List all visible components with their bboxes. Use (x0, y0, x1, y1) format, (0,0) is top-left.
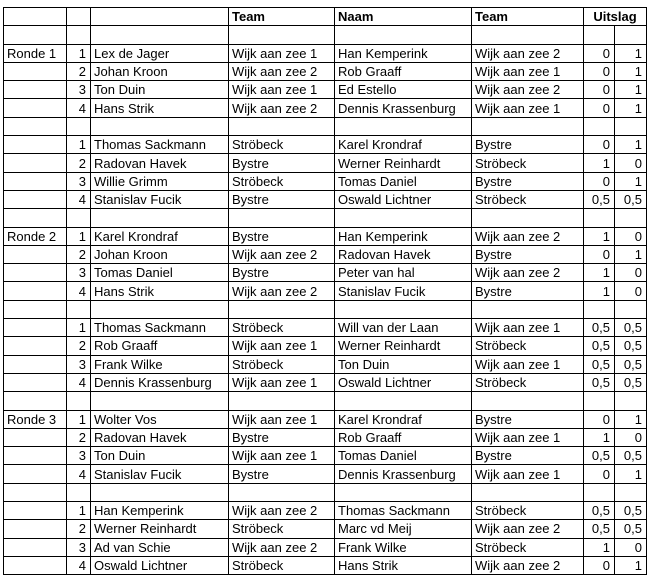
cell-bord: 3 (67, 355, 91, 373)
cell-player-1: Ton Duin (91, 447, 229, 465)
cell-bord: 1 (67, 319, 91, 337)
cell-team-2 (472, 300, 584, 318)
cell-team-2: Ströbeck (472, 538, 584, 556)
cell-ronde (4, 26, 67, 44)
cell-bord: 3 (67, 538, 91, 556)
cell-score-1 (584, 117, 615, 135)
cell-player-2: Karel Krondraf (335, 136, 472, 154)
cell-score-2: 1 (615, 136, 647, 154)
table-body (4, 8, 647, 575)
results-table (3, 7, 647, 575)
cell-team-2: Bystre (472, 410, 584, 428)
cell-ronde (4, 136, 67, 154)
cell-score-1: 0,5 (584, 447, 615, 465)
cell-team-1: Wijk aan zee 2 (229, 99, 335, 117)
header-name-2: Naam (335, 8, 472, 26)
cell-player-1: Rob Graaff (91, 337, 229, 355)
cell-player-2: Stanislav Fucik (335, 282, 472, 300)
table-row (4, 245, 647, 263)
cell-score-1: 0,5 (584, 319, 615, 337)
cell-player-1: Werner Reinhardt (91, 520, 229, 538)
cell-team-2: Wijk aan zee 2 (472, 556, 584, 574)
cell-player-1 (91, 117, 229, 135)
table-row (4, 556, 647, 574)
spacer-row (4, 392, 647, 410)
table-row (4, 410, 647, 428)
cell-score-2: 1 (615, 172, 647, 190)
cell-team-2: Wijk aan zee 1 (472, 465, 584, 483)
cell-player-2: Dennis Krassenburg (335, 99, 472, 117)
cell-bord: 1 (67, 44, 91, 62)
cell-player-2: Peter van hal (335, 264, 472, 282)
cell-score-2: 0 (615, 538, 647, 556)
cell-team-2: Bystre (472, 136, 584, 154)
cell-score-1: 0,5 (584, 337, 615, 355)
cell-ronde (4, 190, 67, 208)
cell-team-2 (472, 26, 584, 44)
cell-player-2: Tomas Daniel (335, 447, 472, 465)
cell-score-1: 1 (584, 428, 615, 446)
cell-team-1: Wijk aan zee 2 (229, 62, 335, 80)
cell-ronde (4, 373, 67, 391)
cell-team-1: Wijk aan zee 1 (229, 337, 335, 355)
cell-bord: 3 (67, 447, 91, 465)
cell-ronde (4, 62, 67, 80)
cell-score-2: 1 (615, 245, 647, 263)
cell-player-2: Dennis Krassenburg (335, 465, 472, 483)
cell-score-1: 0 (584, 44, 615, 62)
table-row (4, 355, 647, 373)
cell-team-2: Bystre (472, 245, 584, 263)
cell-player-2: Hans Strik (335, 556, 472, 574)
cell-ronde (4, 117, 67, 135)
cell-team-2 (472, 117, 584, 135)
table-row (4, 428, 647, 446)
cell-player-2: Karel Krondraf (335, 410, 472, 428)
cell-score-2: 0 (615, 227, 647, 245)
header-bord (67, 8, 91, 26)
cell-score-1 (584, 483, 615, 501)
cell-score-2: 0 (615, 428, 647, 446)
cell-bord: 4 (67, 282, 91, 300)
cell-team-1: Wijk aan zee 1 (229, 373, 335, 391)
cell-score-1: 0,5 (584, 373, 615, 391)
cell-player-1: Stanislav Fucik (91, 190, 229, 208)
cell-team-1: Ströbeck (229, 556, 335, 574)
cell-player-1: Thomas Sackmann (91, 136, 229, 154)
cell-score-1: 0 (584, 81, 615, 99)
table-row (4, 282, 647, 300)
header-name-1 (91, 8, 229, 26)
cell-team-1: Wijk aan zee 2 (229, 538, 335, 556)
cell-bord: 4 (67, 99, 91, 117)
cell-team-1 (229, 117, 335, 135)
cell-ronde (4, 355, 67, 373)
header-team-1: Team (229, 8, 335, 26)
cell-player-1: Wolter Vos (91, 410, 229, 428)
cell-score-2: 1 (615, 44, 647, 62)
cell-team-1: Ströbeck (229, 319, 335, 337)
cell-player-1: Ton Duin (91, 81, 229, 99)
cell-team-1: Wijk aan zee 2 (229, 502, 335, 520)
cell-score-1 (584, 300, 615, 318)
cell-team-1: Wijk aan zee 2 (229, 282, 335, 300)
cell-score-2: 0,5 (615, 373, 647, 391)
cell-bord: 2 (67, 154, 91, 172)
cell-team-1: Wijk aan zee 1 (229, 81, 335, 99)
cell-ronde (4, 538, 67, 556)
table-row (4, 538, 647, 556)
cell-team-2: Ströbeck (472, 337, 584, 355)
cell-player-1: Dennis Krassenburg (91, 373, 229, 391)
cell-player-2: Frank Wilke (335, 538, 472, 556)
cell-bord (67, 483, 91, 501)
cell-ronde (4, 337, 67, 355)
cell-player-1: Ad van Schie (91, 538, 229, 556)
cell-player-1: Oswald Lichtner (91, 556, 229, 574)
cell-score-1: 1 (584, 154, 615, 172)
spacer-row (4, 26, 647, 44)
cell-score-2 (615, 483, 647, 501)
cell-bord (67, 392, 91, 410)
cell-player-2: Rob Graaff (335, 428, 472, 446)
cell-player-1: Johan Kroon (91, 245, 229, 263)
cell-score-2: 0 (615, 282, 647, 300)
table-row (4, 172, 647, 190)
cell-bord: 3 (67, 81, 91, 99)
cell-score-1 (584, 392, 615, 410)
cell-player-2: Han Kemperink (335, 227, 472, 245)
cell-score-2: 0,5 (615, 447, 647, 465)
cell-score-2 (615, 300, 647, 318)
cell-team-2: Ströbeck (472, 190, 584, 208)
cell-bord: 3 (67, 264, 91, 282)
table-row (4, 264, 647, 282)
cell-ronde: Ronde 1 (4, 44, 67, 62)
cell-score-2: 1 (615, 556, 647, 574)
cell-score-2: 0,5 (615, 355, 647, 373)
cell-team-1: Bystre (229, 154, 335, 172)
table-row (4, 447, 647, 465)
spacer-row (4, 300, 647, 318)
spacer-row (4, 117, 647, 135)
cell-ronde (4, 465, 67, 483)
cell-team-1 (229, 300, 335, 318)
cell-player-1: Thomas Sackmann (91, 319, 229, 337)
header-ronde (4, 8, 67, 26)
table-row (4, 44, 647, 62)
cell-team-2: Wijk aan zee 2 (472, 81, 584, 99)
cell-score-2: 0,5 (615, 502, 647, 520)
cell-player-2: Werner Reinhardt (335, 337, 472, 355)
cell-ronde: Ronde 3 (4, 410, 67, 428)
cell-ronde (4, 447, 67, 465)
cell-team-2: Wijk aan zee 2 (472, 44, 584, 62)
cell-team-1: Ströbeck (229, 355, 335, 373)
cell-bord: 2 (67, 428, 91, 446)
cell-score-1: 1 (584, 538, 615, 556)
cell-player-1: Hans Strik (91, 99, 229, 117)
table-row (4, 81, 647, 99)
cell-player-2: Rob Graaff (335, 62, 472, 80)
cell-team-1: Wijk aan zee 2 (229, 245, 335, 263)
cell-ronde (4, 282, 67, 300)
cell-score-2 (615, 26, 647, 44)
table-row (4, 337, 647, 355)
cell-player-2: Oswald Lichtner (335, 190, 472, 208)
cell-team-2: Wijk aan zee 2 (472, 520, 584, 538)
cell-score-1: 1 (584, 282, 615, 300)
table-row (4, 465, 647, 483)
cell-team-2: Wijk aan zee 1 (472, 62, 584, 80)
table-row (4, 502, 647, 520)
cell-player-2: Han Kemperink (335, 44, 472, 62)
cell-ronde (4, 319, 67, 337)
cell-ronde (4, 154, 67, 172)
cell-ronde (4, 520, 67, 538)
cell-score-1: 1 (584, 264, 615, 282)
table-row (4, 62, 647, 80)
cell-player-1: Johan Kroon (91, 62, 229, 80)
cell-player-1: Radovan Havek (91, 428, 229, 446)
cell-bord: 2 (67, 337, 91, 355)
table-row (4, 373, 647, 391)
cell-score-2: 0 (615, 154, 647, 172)
cell-ronde (4, 264, 67, 282)
cell-team-1: Wijk aan zee 1 (229, 447, 335, 465)
cell-score-2: 0,5 (615, 520, 647, 538)
cell-bord (67, 26, 91, 44)
cell-team-2 (472, 209, 584, 227)
cell-bord: 1 (67, 410, 91, 428)
cell-score-2 (615, 392, 647, 410)
header-team-2: Team (472, 8, 584, 26)
cell-player-2 (335, 209, 472, 227)
cell-score-1: 0 (584, 172, 615, 190)
cell-bord (67, 300, 91, 318)
cell-player-1: Lex de Jager (91, 44, 229, 62)
cell-bord: 1 (67, 136, 91, 154)
cell-score-2: 0 (615, 264, 647, 282)
cell-player-2 (335, 26, 472, 44)
cell-player-1 (91, 483, 229, 501)
cell-player-1 (91, 392, 229, 410)
cell-score-1: 0 (584, 136, 615, 154)
cell-player-2 (335, 483, 472, 501)
cell-team-2: Wijk aan zee 1 (472, 99, 584, 117)
cell-team-2: Wijk aan zee 1 (472, 355, 584, 373)
cell-score-1: 0 (584, 556, 615, 574)
cell-player-1: Stanislav Fucik (91, 465, 229, 483)
cell-bord: 4 (67, 373, 91, 391)
cell-bord: 2 (67, 520, 91, 538)
cell-team-2: Ströbeck (472, 502, 584, 520)
cell-score-2: 0,5 (615, 337, 647, 355)
cell-bord: 4 (67, 556, 91, 574)
cell-team-1 (229, 483, 335, 501)
cell-bord (67, 117, 91, 135)
cell-bord (67, 209, 91, 227)
cell-player-1: Frank Wilke (91, 355, 229, 373)
cell-ronde: Ronde 2 (4, 227, 67, 245)
cell-score-2: 0,5 (615, 190, 647, 208)
cell-bord: 1 (67, 227, 91, 245)
cell-team-1 (229, 392, 335, 410)
cell-bord: 4 (67, 465, 91, 483)
cell-ronde (4, 99, 67, 117)
cell-team-2: Bystre (472, 282, 584, 300)
cell-player-1 (91, 300, 229, 318)
cell-player-1: Radovan Havek (91, 154, 229, 172)
header-row (4, 8, 647, 26)
cell-bord: 2 (67, 245, 91, 263)
cell-player-1: Tomas Daniel (91, 264, 229, 282)
cell-score-2: 1 (615, 410, 647, 428)
cell-player-1: Han Kemperink (91, 502, 229, 520)
cell-ronde (4, 172, 67, 190)
cell-score-2 (615, 117, 647, 135)
cell-player-2: Oswald Lichtner (335, 373, 472, 391)
table-row (4, 154, 647, 172)
cell-score-1: 0 (584, 465, 615, 483)
cell-player-1 (91, 209, 229, 227)
cell-team-2: Wijk aan zee 2 (472, 264, 584, 282)
cell-score-1: 0 (584, 245, 615, 263)
cell-ronde (4, 300, 67, 318)
cell-score-1 (584, 209, 615, 227)
cell-score-2: 1 (615, 99, 647, 117)
cell-team-1: Bystre (229, 227, 335, 245)
cell-team-2: Wijk aan zee 1 (472, 319, 584, 337)
cell-team-2 (472, 483, 584, 501)
cell-team-2: Wijk aan zee 1 (472, 428, 584, 446)
cell-ronde (4, 81, 67, 99)
cell-score-1: 0,5 (584, 190, 615, 208)
cell-ronde (4, 245, 67, 263)
cell-score-1 (584, 26, 615, 44)
cell-ronde (4, 502, 67, 520)
cell-player-2 (335, 300, 472, 318)
cell-player-2: Will van der Laan (335, 319, 472, 337)
cell-team-2: Bystre (472, 172, 584, 190)
cell-player-1: Karel Krondraf (91, 227, 229, 245)
cell-score-1: 0,5 (584, 502, 615, 520)
cell-ronde (4, 483, 67, 501)
table-row (4, 136, 647, 154)
cell-team-1: Bystre (229, 428, 335, 446)
cell-team-1: Wijk aan zee 1 (229, 44, 335, 62)
cell-bord: 4 (67, 190, 91, 208)
table-row (4, 319, 647, 337)
cell-score-2: 0,5 (615, 319, 647, 337)
cell-ronde (4, 209, 67, 227)
table-row (4, 520, 647, 538)
cell-team-1: Ströbeck (229, 520, 335, 538)
cell-player-2 (335, 392, 472, 410)
cell-team-1 (229, 26, 335, 44)
spacer-row (4, 483, 647, 501)
cell-score-2: 1 (615, 62, 647, 80)
cell-score-1: 0 (584, 410, 615, 428)
cell-bord: 3 (67, 172, 91, 190)
cell-ronde (4, 428, 67, 446)
header-uitslag: Uitslag (584, 8, 647, 26)
cell-player-1 (91, 26, 229, 44)
cell-team-1: Bystre (229, 190, 335, 208)
cell-team-2: Bystre (472, 447, 584, 465)
table-row (4, 190, 647, 208)
cell-score-2: 1 (615, 465, 647, 483)
cell-ronde (4, 556, 67, 574)
cell-team-2 (472, 392, 584, 410)
cell-team-1: Bystre (229, 465, 335, 483)
table-row (4, 99, 647, 117)
cell-score-1: 1 (584, 227, 615, 245)
cell-team-1: Bystre (229, 264, 335, 282)
cell-player-1: Willie Grimm (91, 172, 229, 190)
cell-ronde (4, 392, 67, 410)
cell-team-1 (229, 209, 335, 227)
cell-score-2 (615, 209, 647, 227)
cell-player-1: Hans Strik (91, 282, 229, 300)
cell-team-1: Ströbeck (229, 172, 335, 190)
cell-team-1: Ströbeck (229, 136, 335, 154)
cell-bord: 1 (67, 502, 91, 520)
cell-team-2: Ströbeck (472, 154, 584, 172)
cell-player-2: Ed Estello (335, 81, 472, 99)
cell-player-2: Thomas Sackmann (335, 502, 472, 520)
cell-score-1: 0,5 (584, 355, 615, 373)
cell-player-2: Ton Duin (335, 355, 472, 373)
table-row (4, 227, 647, 245)
cell-team-2: Ströbeck (472, 373, 584, 391)
cell-player-2: Werner Reinhardt (335, 154, 472, 172)
cell-player-2 (335, 117, 472, 135)
cell-bord: 2 (67, 62, 91, 80)
cell-score-2: 1 (615, 81, 647, 99)
cell-player-2: Radovan Havek (335, 245, 472, 263)
spacer-row (4, 209, 647, 227)
cell-player-2: Marc vd Meij (335, 520, 472, 538)
cell-score-1: 0 (584, 99, 615, 117)
cell-team-2: Wijk aan zee 2 (472, 227, 584, 245)
cell-score-1: 0 (584, 62, 615, 80)
cell-team-1: Wijk aan zee 1 (229, 410, 335, 428)
cell-score-1: 0,5 (584, 520, 615, 538)
cell-player-2: Tomas Daniel (335, 172, 472, 190)
